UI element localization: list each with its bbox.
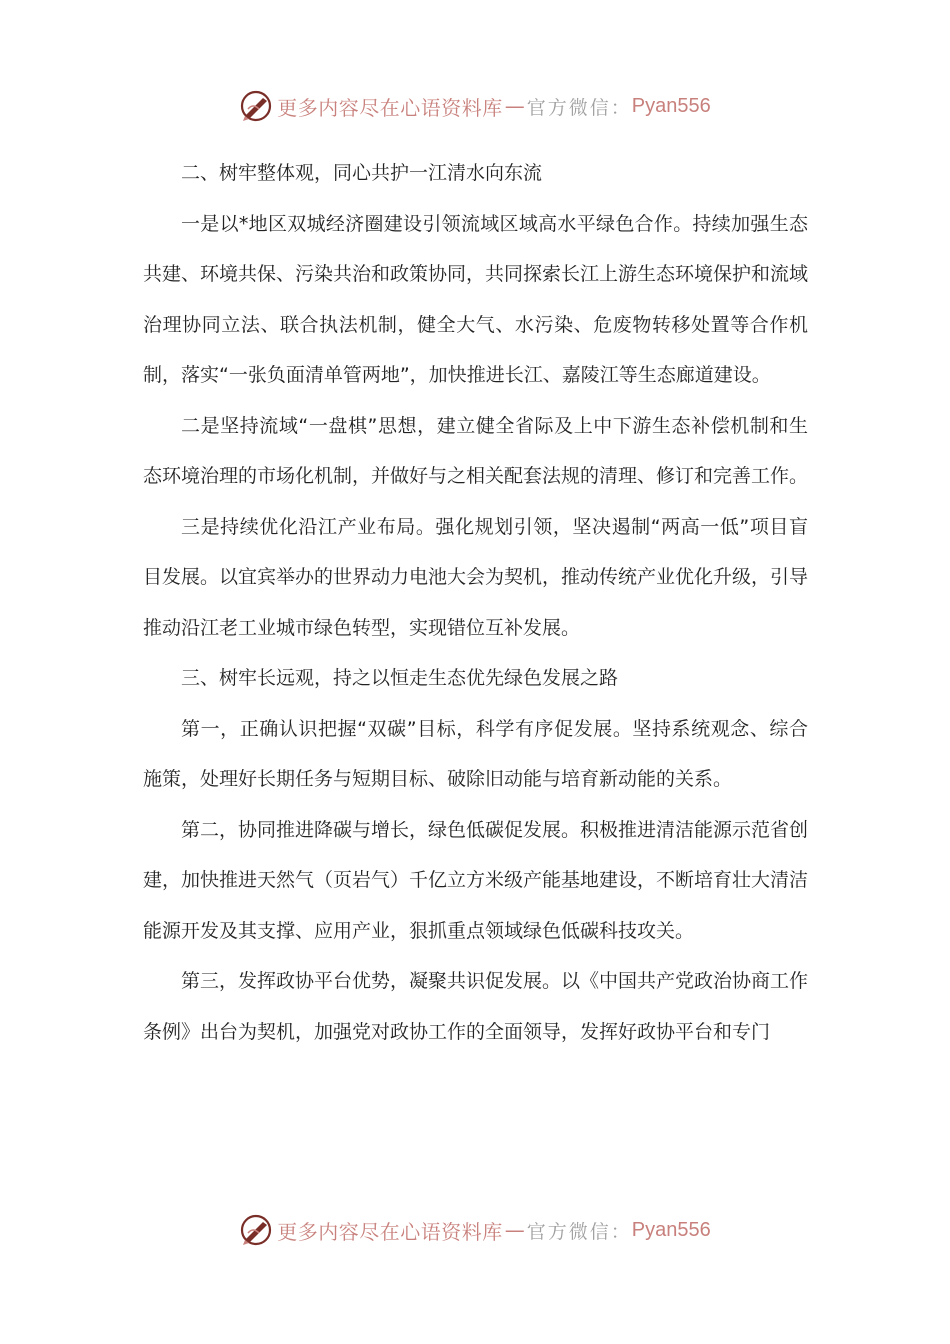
banner-official-label: 官方微信： [526,1220,632,1243]
banner-brand-text: 更多内容尽在心语资料库 [277,1219,503,1244]
paragraph-3: 三是持续优化沿江产业布局。强化规划引领，坚决遏制“两高一低”项目盲目发展。以宜宾举办的世界动力电池大会为契机，推动传统产业优化升级，引导推动沿江老工业城市绿色转型，实现错位互补发展。 [143,515,809,639]
paragraph-5: 第二，协同推进降碳与增长，绿色低碳促发展。积极推进清洁能源示范省创建，加快推进天然气（页岩气）千亿立方米级产能基地建设，不断培育壮大清洁能源开发及其支撑、应用产业，狠抓重点领域绿色低碳科技攻关。 [143,818,809,942]
footer-banner [0,1210,950,1250]
paragraph-4: 第一，正确认识把握“双碳”目标，科学有序促发展。坚持系统观念、综合施策，处理好长期任务与短期目标、破除旧动能与培育新动能的关系。 [143,717,808,790]
header-banner [0,86,950,126]
pen-logo-icon [239,1213,273,1247]
banner-wechat-id: Pyan556 [631,94,711,117]
banner-official-label: 官方微信： [526,96,632,119]
section-heading-2: 二、树牢整体观，同心共护一江清水向东流 [181,162,543,184]
document-body [143,148,808,1057]
banner-brand-text: 更多内容尽在心语资料库 [277,95,503,120]
banner-wechat-id: Pyan556 [631,1218,711,1241]
paragraph-1: 一是以*地区双城经济圈建设引领流域区域高水平绿色合作。持续加强生态共建、环境共保、污染共治和政策协同，共同探索长江上游生态环境保护和流域治理协同立法、联合执法机制，健全大气、水污染、危废物转移处置等合作机制，落实“一张负面清单管两地”，加快推进长江、嘉陵江等生态廊道建设。 [143,212,809,386]
section-heading-3: 三、树牢长远观，持之以恒走生态优先绿色发展之路 [181,667,619,689]
pen-logo-icon [239,89,273,123]
banner-dash: — [504,1218,525,1242]
paragraph-6: 第三，发挥政协平台优势，凝聚共识促发展。以《中国共产党政治协商工作条例》出台为契机，加强党对政协工作的全面领导，发挥好政协平台和专门 [143,970,809,1043]
paragraph-2: 二是坚持流域“一盘棋”思想，建立健全省际及上中下游生态补偿机制和生态环境治理的市场化机制，并做好与之相关配套法规的清理、修订和完善工作。 [143,414,809,487]
banner-dash: — [504,94,525,118]
